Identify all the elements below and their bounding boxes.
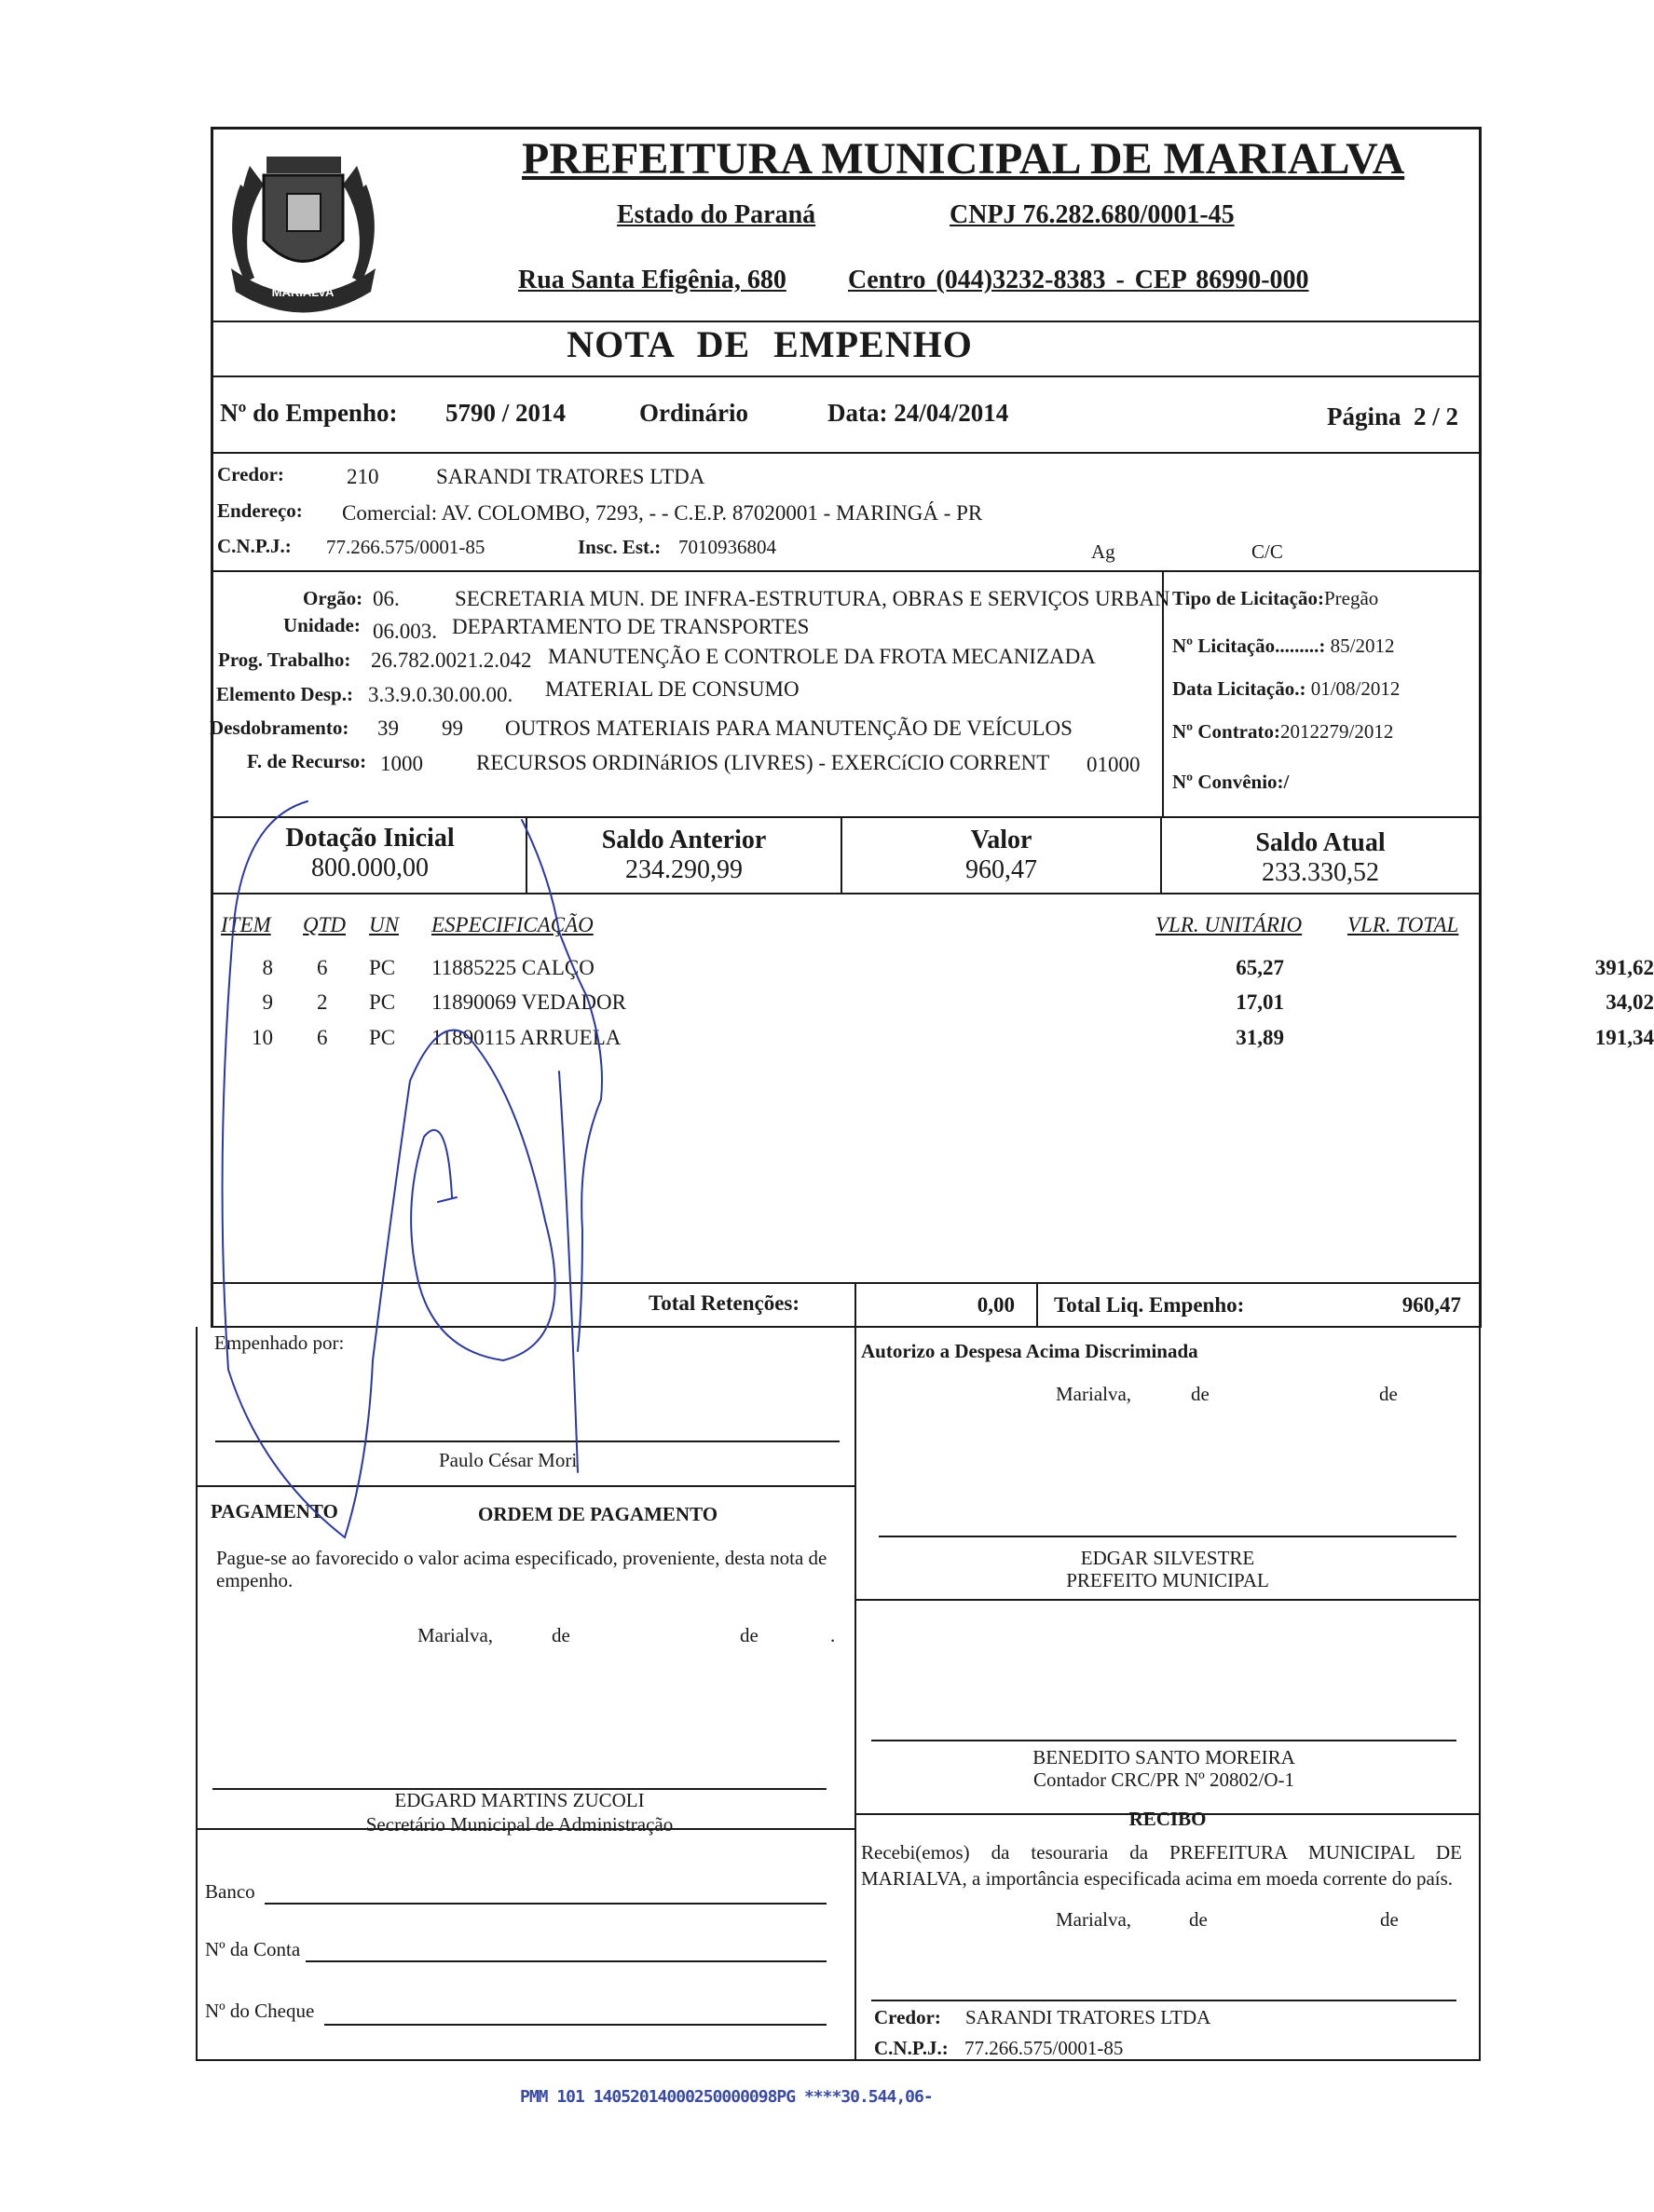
item-number: 9 [262,990,273,1014]
desd-label: Desdobramento: [210,717,349,739]
recibo-de-2: de [1380,1908,1399,1931]
item-un: PC [369,1026,396,1049]
recibo-de-1: de [1189,1908,1208,1931]
prefeito-role: PREFEITO MUNICIPAL [1066,1569,1269,1591]
licit-tipo-label-text: Tipo de Licitação: [1172,587,1324,609]
elem-name: MATERIAL DE CONSUMO [545,677,800,701]
recibo-title: RECIBO [1128,1808,1207,1830]
elem-code: 3.3.9.0.30.00.00. [368,683,513,706]
item-qtd: 6 [317,1026,328,1049]
desd-b: 99 [442,717,463,740]
recibo-credor-label: Credor: [874,2006,941,2028]
empenho-page: Página 2 / 2 [1327,403,1459,430]
licit-convenio: Nº Convênio:/ [1172,771,1290,793]
conta-label: Nº da Conta [205,1938,301,1960]
saldo-anterior-value: 234.290,99 [625,855,743,884]
banco-label: Banco [205,1880,255,1903]
ag-label: Ag [1091,540,1115,563]
right-de-1: de [1191,1383,1210,1405]
rec-extra: 01000 [1087,753,1141,776]
empenho-date: Data: 24/04/2014 [827,399,1009,427]
credor-address: Comercial: AV. COLOMBO, 7293, - - C.E.P. 87020001 - MARINGÁ - PR [342,501,983,525]
pagamento-label: PAGAMENTO [211,1500,338,1522]
address-label: Endereço: [217,499,303,522]
col-qtd: QTD [303,913,347,936]
footer-code: PMM 101 14052014000250000098PG ****30.544,06- [520,2087,933,2107]
total-liq-label: Total Liq. Empenho: [1054,1293,1245,1317]
empenhado-por-label: Empenhado por: [214,1331,345,1354]
prog-name: MANUTENÇÃO E CONTROLE DA FROTA MECANIZADA [548,645,1096,668]
rec-label: F. de Recurso: [247,750,367,772]
total-liq-value: 960,47 [1401,1293,1461,1317]
left-de-2: de [740,1624,759,1646]
unidade-code: 06.003. [373,620,437,643]
valor-value: 960,47 [965,855,1037,884]
credor-cnpj: 77.266.575/0001-85 [326,536,485,558]
item-un: PC [369,990,396,1014]
header-title: PREFEITURA MUNICIPAL DE MARIALVA [522,134,1405,184]
recibo-credor: SARANDI TRATORES LTDA [965,2006,1211,2028]
cnpj-label: C.N.P.J.: [217,535,292,557]
item-unit: 17,01 [1236,990,1284,1014]
item-un: PC [369,956,396,979]
autorizo-label: Autorizo a Despesa Acima Discriminada [861,1340,1198,1362]
ordem-pagamento-title: ORDEM DE PAGAMENTO [478,1503,718,1525]
licit-num-label: Nº Licitação.........: [1172,635,1326,657]
licit-data-label: Data Licitação.: [1172,677,1306,700]
empenho-label: Nº do Empenho: [220,399,398,427]
crest-motto: MARIALVA [271,285,335,299]
licit-contrato-value: 2012279/2012 [1280,720,1394,743]
col-total: VLR. TOTAL [1347,913,1459,936]
left-de-1: de [552,1624,570,1646]
header-address: Rua Santa Efigênia, 680 [518,266,786,294]
recibo-text: Recebi(emos) da tesouraria da PREFEITURA MUNICIPAL DE MARIALVA, a importância especificada acima em moeda corrente do país. [861,1841,1462,1890]
recibo-cnpj: 77.266.575/0001-85 [964,2037,1124,2059]
col-un: UN [369,913,399,936]
left-dot: . [830,1624,836,1646]
empenho-type: Ordinário [639,399,749,427]
item-number: 10 [252,1026,273,1049]
item-qtd: 2 [317,990,328,1014]
desd-name: OUTROS MATERIAIS PARA MANUTENÇÃO DE VEÍCULOS [505,717,1073,740]
dotacao-label: Dotação Inicial [285,824,455,853]
saldo-atual-label: Saldo Atual [1255,828,1386,857]
rec-name: RECURSOS ORDINáRIOS (LIVRES) - EXERCíCIO CORRENT [476,751,1050,774]
prog-label: Prog. Trabalho: [218,649,351,671]
cc-label: C/C [1251,540,1283,563]
unidade-label: Unidade: [283,614,361,636]
item-unit: 65,27 [1236,956,1284,979]
insc-label: Insc. Est.: [578,536,662,558]
col-spec: ESPECIFICAÇÃO [431,913,594,936]
unidade-name: DEPARTAMENTO DE TRANSPORTES [452,615,810,638]
rec-code: 1000 [380,752,423,775]
retencoes-label: Total Retenções: [649,1291,800,1315]
dotacao-value: 800.000,00 [311,853,429,882]
valor-label: Valor [970,826,1032,854]
licit-contrato-label: Nº Contrato: [1172,720,1280,743]
prefeito-name: EDGAR SILVESTRE [1080,1547,1255,1569]
contador-role: Contador CRC/PR Nº 20802/O-1 [1032,1768,1295,1791]
right-de-2: de [1379,1383,1398,1405]
desd-a: 39 [377,717,399,740]
item-total: 34,02 [1606,990,1654,1014]
orgao-code: 06. [373,587,400,610]
header-cnpj: CNPJ 76.282.680/0001-45 [950,200,1235,229]
item-unit: 31,89 [1236,1026,1284,1049]
recibo-cnpj-label: C.N.P.J.: [874,2037,949,2059]
item-total: 391,62 [1594,956,1654,979]
orgao-name: SECRETARIA MUN. DE INFRA-ESTRUTURA, OBRAS E SERVIÇOS URBAN [455,587,1170,610]
licit-tipo-value: Pregão [1323,587,1379,609]
credor-insc: 7010936804 [678,536,776,558]
prog-code: 26.782.0021.2.042 [371,649,532,672]
header-state: Estado do Paraná [617,200,816,229]
saldo-atual-value: 233.330,52 [1262,858,1379,887]
signer1-name: Paulo César Mori [439,1449,578,1471]
licit-num-value: 85/2012 [1330,635,1395,657]
credor-label: Credor: [217,463,284,485]
pague-se-text: Pague-se ao favorecido o valor acima especificado, proveniente, desta nota de empenho. [216,1547,827,1591]
saldo-anterior-label: Saldo Anterior [601,826,767,854]
cheque-label: Nº do Cheque [205,2000,315,2022]
col-item: ITEM [221,913,271,936]
contador-name: BENEDITO SANTO MOREIRA [1032,1746,1295,1768]
signer2-name: EDGARD MARTINS ZUCOLI [394,1789,645,1811]
col-unit: VLR. UNITÁRIO [1155,913,1303,936]
credor-code: 210 [347,465,379,488]
licit-data-value: 01/08/2012 [1310,677,1401,700]
item-qtd: 6 [317,956,328,979]
header-district: Centro (044)3232-8383 - CEP 86990-000 [848,266,1309,294]
item-spec: 11890115 ARRUELA [431,1026,622,1049]
left-marialva: Marialva, [417,1624,494,1646]
retencoes-value: 0,00 [977,1293,1015,1317]
right-marialva: Marialva, [1056,1383,1132,1405]
doc-title: NOTA DE EMPENHO [567,323,973,365]
item-spec: 11885225 CALÇO [431,956,595,979]
orgao-label: Orgão: [303,587,363,609]
recibo-marialva: Marialva, [1056,1908,1132,1931]
credor-name: SARANDI TRATORES LTDA [436,465,705,488]
signer2-role: Secretário Municipal de Administração [365,1813,674,1836]
item-number: 8 [262,956,273,979]
empenho-number: 5790 / 2014 [445,399,567,427]
item-spec: 11890069 VEDADOR [431,990,626,1014]
item-total: 191,34 [1594,1026,1654,1049]
elem-label: Elemento Desp.: [216,683,353,705]
